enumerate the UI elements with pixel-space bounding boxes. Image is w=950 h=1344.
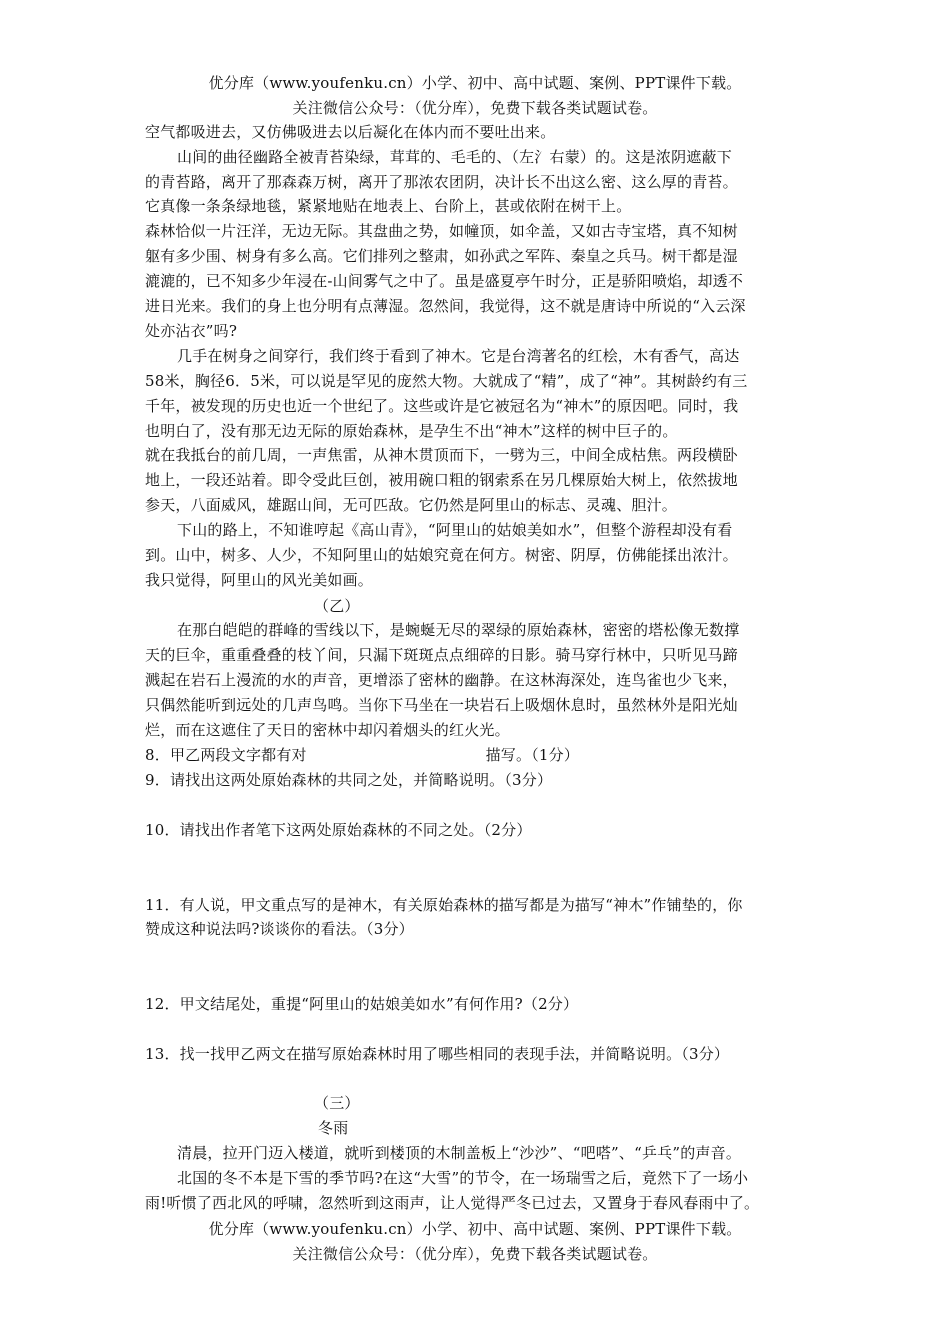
header-line-1: 优分库（www.youfenku.cn）小学、初中、高中试题、案例、PPT课件下载。: [208, 74, 742, 92]
paragraph-line: 我只觉得，阿里山的风光美如画。: [145, 571, 374, 589]
paragraph-line: 58米，胸径6．5米，可以说是罕见的庞然大物。大就成了“精”，成了“神”。其树龄约有三: [145, 372, 748, 390]
section-label-yi: （乙）: [314, 597, 360, 615]
paragraph-line: 地上，一段还站着。即令受此巨创，被用碗口粗的钢索系在另几棵原始大树上，依然拔地: [145, 471, 738, 489]
paragraph-line: 空气都吸进去，又仿佛吸进去以后凝化在体内而不要吐出来。: [145, 123, 556, 141]
paragraph-line: 下山的路上，不知谁哼起《高山青》，“阿里山的姑娘美如水”，但整个游程却没有看: [177, 521, 733, 539]
paragraph-line: 在那白皑皑的群峰的雪线以下，是蜿蜒无尽的翠绿的原始森林，密密的塔松像无数撑: [177, 621, 740, 639]
footer-line-2: 关注微信公众号：（优分库），免费下载各类试题试卷。: [292, 1245, 658, 1263]
paragraph-line: 千年，被发现的历史也近一个世纪了。这些或许是它被冠名为“神木”的原因吧。同时，我: [145, 397, 739, 415]
paragraph-line: 的青苔路，离开了那森森万树，离开了那浓农团阴，决计长不出这么密、这么厚的青苔。: [145, 173, 738, 191]
paragraph-line: 躯有多少围、树身有多么高。它们排列之整肃，如孙武之军阵、秦皇之兵马。树干都是湿: [145, 247, 738, 265]
question-13: 13．找一找甲乙两文在描写原始森林时用了哪些相同的表现手法，并简略说明。（3分）: [145, 1045, 730, 1063]
paragraph-line: 雨!听惯了西北风的呼啸，忽然听到这雨声，让人觉得严冬已过去，又置身于春风春雨中了。: [145, 1194, 760, 1212]
paragraph-line: 溅起在岩石上漫流的水的声音，更增添了密林的幽静。在这林海深处，连鸟雀也少飞来，: [145, 671, 738, 689]
question-8: 8．甲乙两段文字都有对 描写。（1分）: [145, 746, 580, 764]
footer-line-1: 优分库（www.youfenku.cn）小学、初中、高中试题、案例、PPT课件下载。: [208, 1220, 742, 1238]
paragraph-line: 天的巨伞，重重叠叠的枝丫间，只漏下斑斑点点细碎的日影。骑马穿行林中，只听见马蹄: [145, 646, 738, 664]
header-line-2: 关注微信公众号：（优分库），免费下载各类试题试卷。: [292, 99, 658, 117]
question-10: 10．请找出作者笔下这两处原始森林的不同之处。（2分）: [145, 821, 532, 839]
section-label-three: （三）: [314, 1094, 360, 1112]
question-9: 9．请找出这两处原始森林的共同之处，并简略说明。（3分）: [145, 771, 553, 789]
paragraph-line: 只偶然能听到远处的几声鸟鸣。当你下马坐在一块岩石上吸烟休息时，虽然林外是阳光灿: [145, 696, 738, 714]
article-title: 冬雨: [318, 1119, 349, 1137]
paragraph-line: 烂，而在这遮住了天日的密林中却闪着烟头的红火光。: [145, 721, 510, 739]
paragraph-line: 进日光来。我们的身上也分明有点薄湿。忽然间，我觉得，这不就是唐诗中所说的“入云深: [145, 297, 746, 315]
paragraph-line: 也明白了，没有那无边无际的原始森林，是孕生不出“神木”这样的树中巨子的。: [145, 422, 678, 440]
paragraph-line: 处亦沾衣”吗?: [145, 322, 238, 340]
paragraph-line: 清晨，拉开门迈入楼道，就听到楼顶的木制盖板上“沙沙”、“吧嗒”、“乒乓”的声音。: [177, 1144, 742, 1162]
paragraph-line: 它真像一条条绿地毯，紧紧地贴在地表上、台阶上，甚或依附在树干上。: [145, 197, 632, 215]
paragraph-line: 到。山中，树多、人少，不知阿里山的姑娘究竟在何方。树密、阴厚，仿佛能揉出浓汁。: [145, 546, 738, 564]
question-12: 12．甲文结尾处，重提“阿里山的姑娘美如水”有何作用?（2分）: [145, 995, 579, 1013]
paragraph-line: 森林恰似一片汪洋，无边无际。其盘曲之势，如幢顶，如伞盖，又如古寺宝塔，真不知树: [145, 222, 738, 240]
paragraph-line: 就在我抵台的前几周，一声焦雷，从神木贯顶而下，一劈为三，中间全成枯焦。两段横卧: [145, 446, 738, 464]
question-11-cont: 赞成这种说法吗?谈谈你的看法。（3分）: [145, 920, 414, 938]
paragraph-line: 漉漉的，已不知多少年浸在-山间雾气之中了。虽是盛夏亭午时分，正是骄阳喷焰，却透不: [145, 272, 744, 290]
paragraph-line: 山间的曲径幽路全被青苔染绿，茸茸的、毛毛的、（左氵右蒙）的。这是浓阴遮蔽下: [177, 148, 732, 166]
paragraph-line: 参天，八面威风，雄踞山间，无可匹敌。它仍然是阿里山的标志、灵魂、胆汁。: [145, 496, 678, 514]
paragraph-line: 北国的冬不本是下雪的季节吗?在这“大雪”的节令，在一场瑞雪之后，竟然下了一场小: [177, 1169, 749, 1187]
question-11: 11．有人说，甲文重点写的是神木，有关原始森林的描写都是为描写“神木”作铺垫的，你: [145, 896, 743, 914]
paragraph-line: 几手在树身之间穿行，我们终于看到了神木。它是台湾著名的红桧，木有香气，高达: [177, 347, 740, 365]
